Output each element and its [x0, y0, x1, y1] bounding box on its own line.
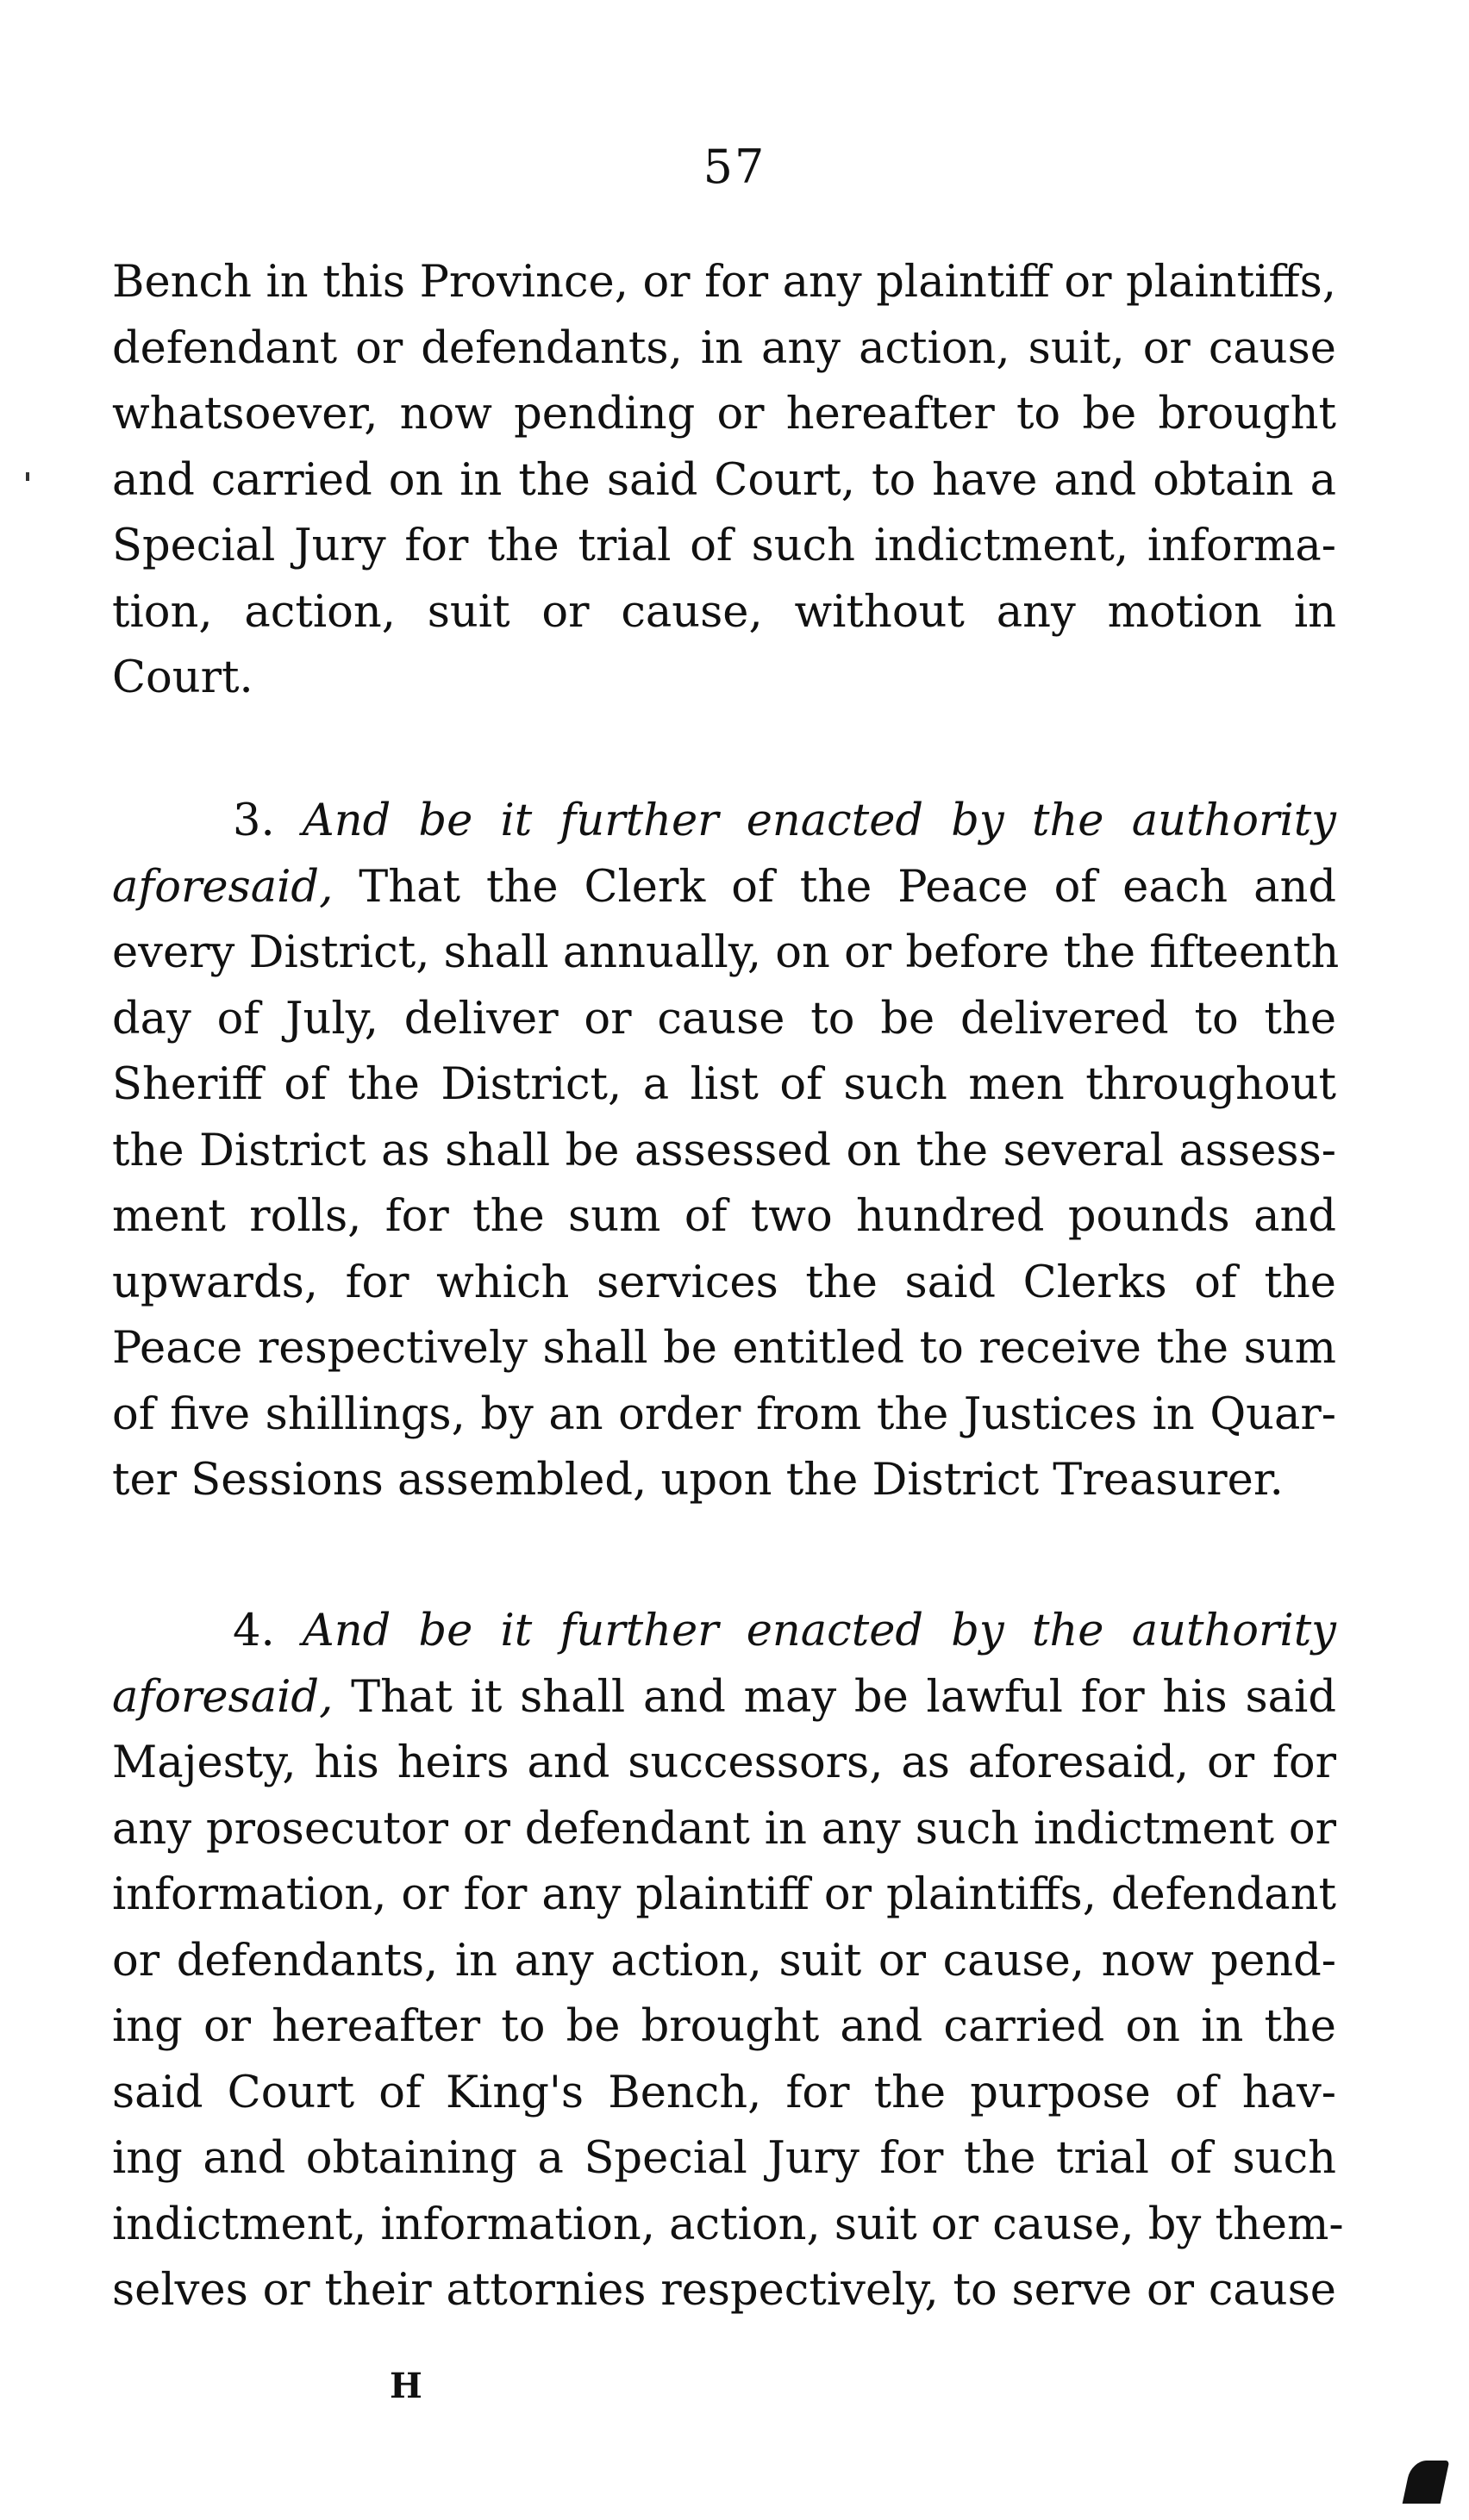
text-line: upwards, for which services the said Clerks of the: [112, 1257, 1336, 1308]
text-line: ment rolls, for the sum of two hundred pounds and: [112, 1191, 1336, 1242]
section-4-paragraph: [112, 1599, 1344, 2324]
text-line: any prosecutor or defendant in any such indictment or: [112, 1803, 1336, 1855]
enacting-clause: And be it further enacted by the authority: [302, 1606, 1336, 1656]
page-corner-blot: [1403, 2461, 1450, 2504]
text-line: Peace respectively shall be entitled to receive the sum: [112, 1323, 1336, 1374]
text-line: every District, shall annually, on or before the fifteenth: [112, 927, 1340, 978]
text-line: ing or hereafter to be brought and carried on in the: [112, 2001, 1336, 2052]
enacting-clause: And be it further enacted by the authority: [302, 795, 1336, 846]
text-fragment: That the Clerk of the Peace of each and: [359, 861, 1336, 913]
section-4-opening-line: [112, 1599, 1336, 1665]
text-line: of five shillings, by an order from the Justices in Quar-: [112, 1388, 1336, 1440]
signature-mark: H: [390, 2366, 422, 2406]
text-line: indictment, information, action, suit or cause, by them-: [112, 2199, 1344, 2250]
text-line: [112, 855, 1336, 921]
text-line: tion, action, suit or cause, without any motion in: [112, 586, 1336, 638]
text-line: Special Jury for the trial of such indictment, informa-: [112, 521, 1336, 571]
text-line: ter Sessions assembled, upon the District Treasurer.: [112, 1455, 1284, 1506]
text-line: Sheriff of the District, a list of such men throughout: [112, 1059, 1336, 1110]
text-line: ing and obtaining a Special Jury for the trial of such: [112, 2133, 1336, 2184]
text-line: defendant or defendants, in any action, suit, or cause: [112, 322, 1336, 374]
margin-speck: [26, 472, 29, 481]
section-3-opening-line: [112, 789, 1336, 855]
text-line: Majesty, his heirs and successors, as aforesaid, or for: [112, 1737, 1336, 1788]
paragraph-continuation: [112, 250, 1336, 712]
page-number: 57: [703, 140, 766, 194]
text-line: and carried on in the said Court, to have and obtain a: [112, 454, 1336, 506]
section-number: 4.: [233, 1606, 275, 1656]
text-line: or defendants, in any action, suit or cause, now pend-: [112, 1935, 1336, 1987]
section-3-paragraph: [112, 789, 1340, 1514]
text-line: the District as shall be assessed on the several assess-: [112, 1125, 1336, 1176]
section-number: 3.: [233, 795, 275, 846]
text-line: [112, 1665, 1336, 1731]
text-line: Court.: [112, 652, 253, 703]
text-line: said Court of King's Bench, for the purpose of hav-: [112, 2067, 1336, 2118]
text-line: selves or their attornies respectively, to serve or cause: [112, 2265, 1336, 2316]
enacting-clause-end: aforesaid,: [112, 1671, 334, 1723]
enacting-clause-end: aforesaid,: [112, 861, 334, 913]
text-line: whatsoever, now pending or hereafter to be brought: [112, 389, 1336, 440]
text-line: information, or for any plaintiff or plaintiffs, defendant: [112, 1869, 1336, 1920]
text-line: day of July, deliver or cause to be delivered to the: [112, 993, 1336, 1045]
text-fragment: That it shall and may be lawful for his said: [351, 1671, 1336, 1723]
text-line: Bench in this Province, or for any plaintiff or plaintiffs,: [112, 257, 1336, 308]
